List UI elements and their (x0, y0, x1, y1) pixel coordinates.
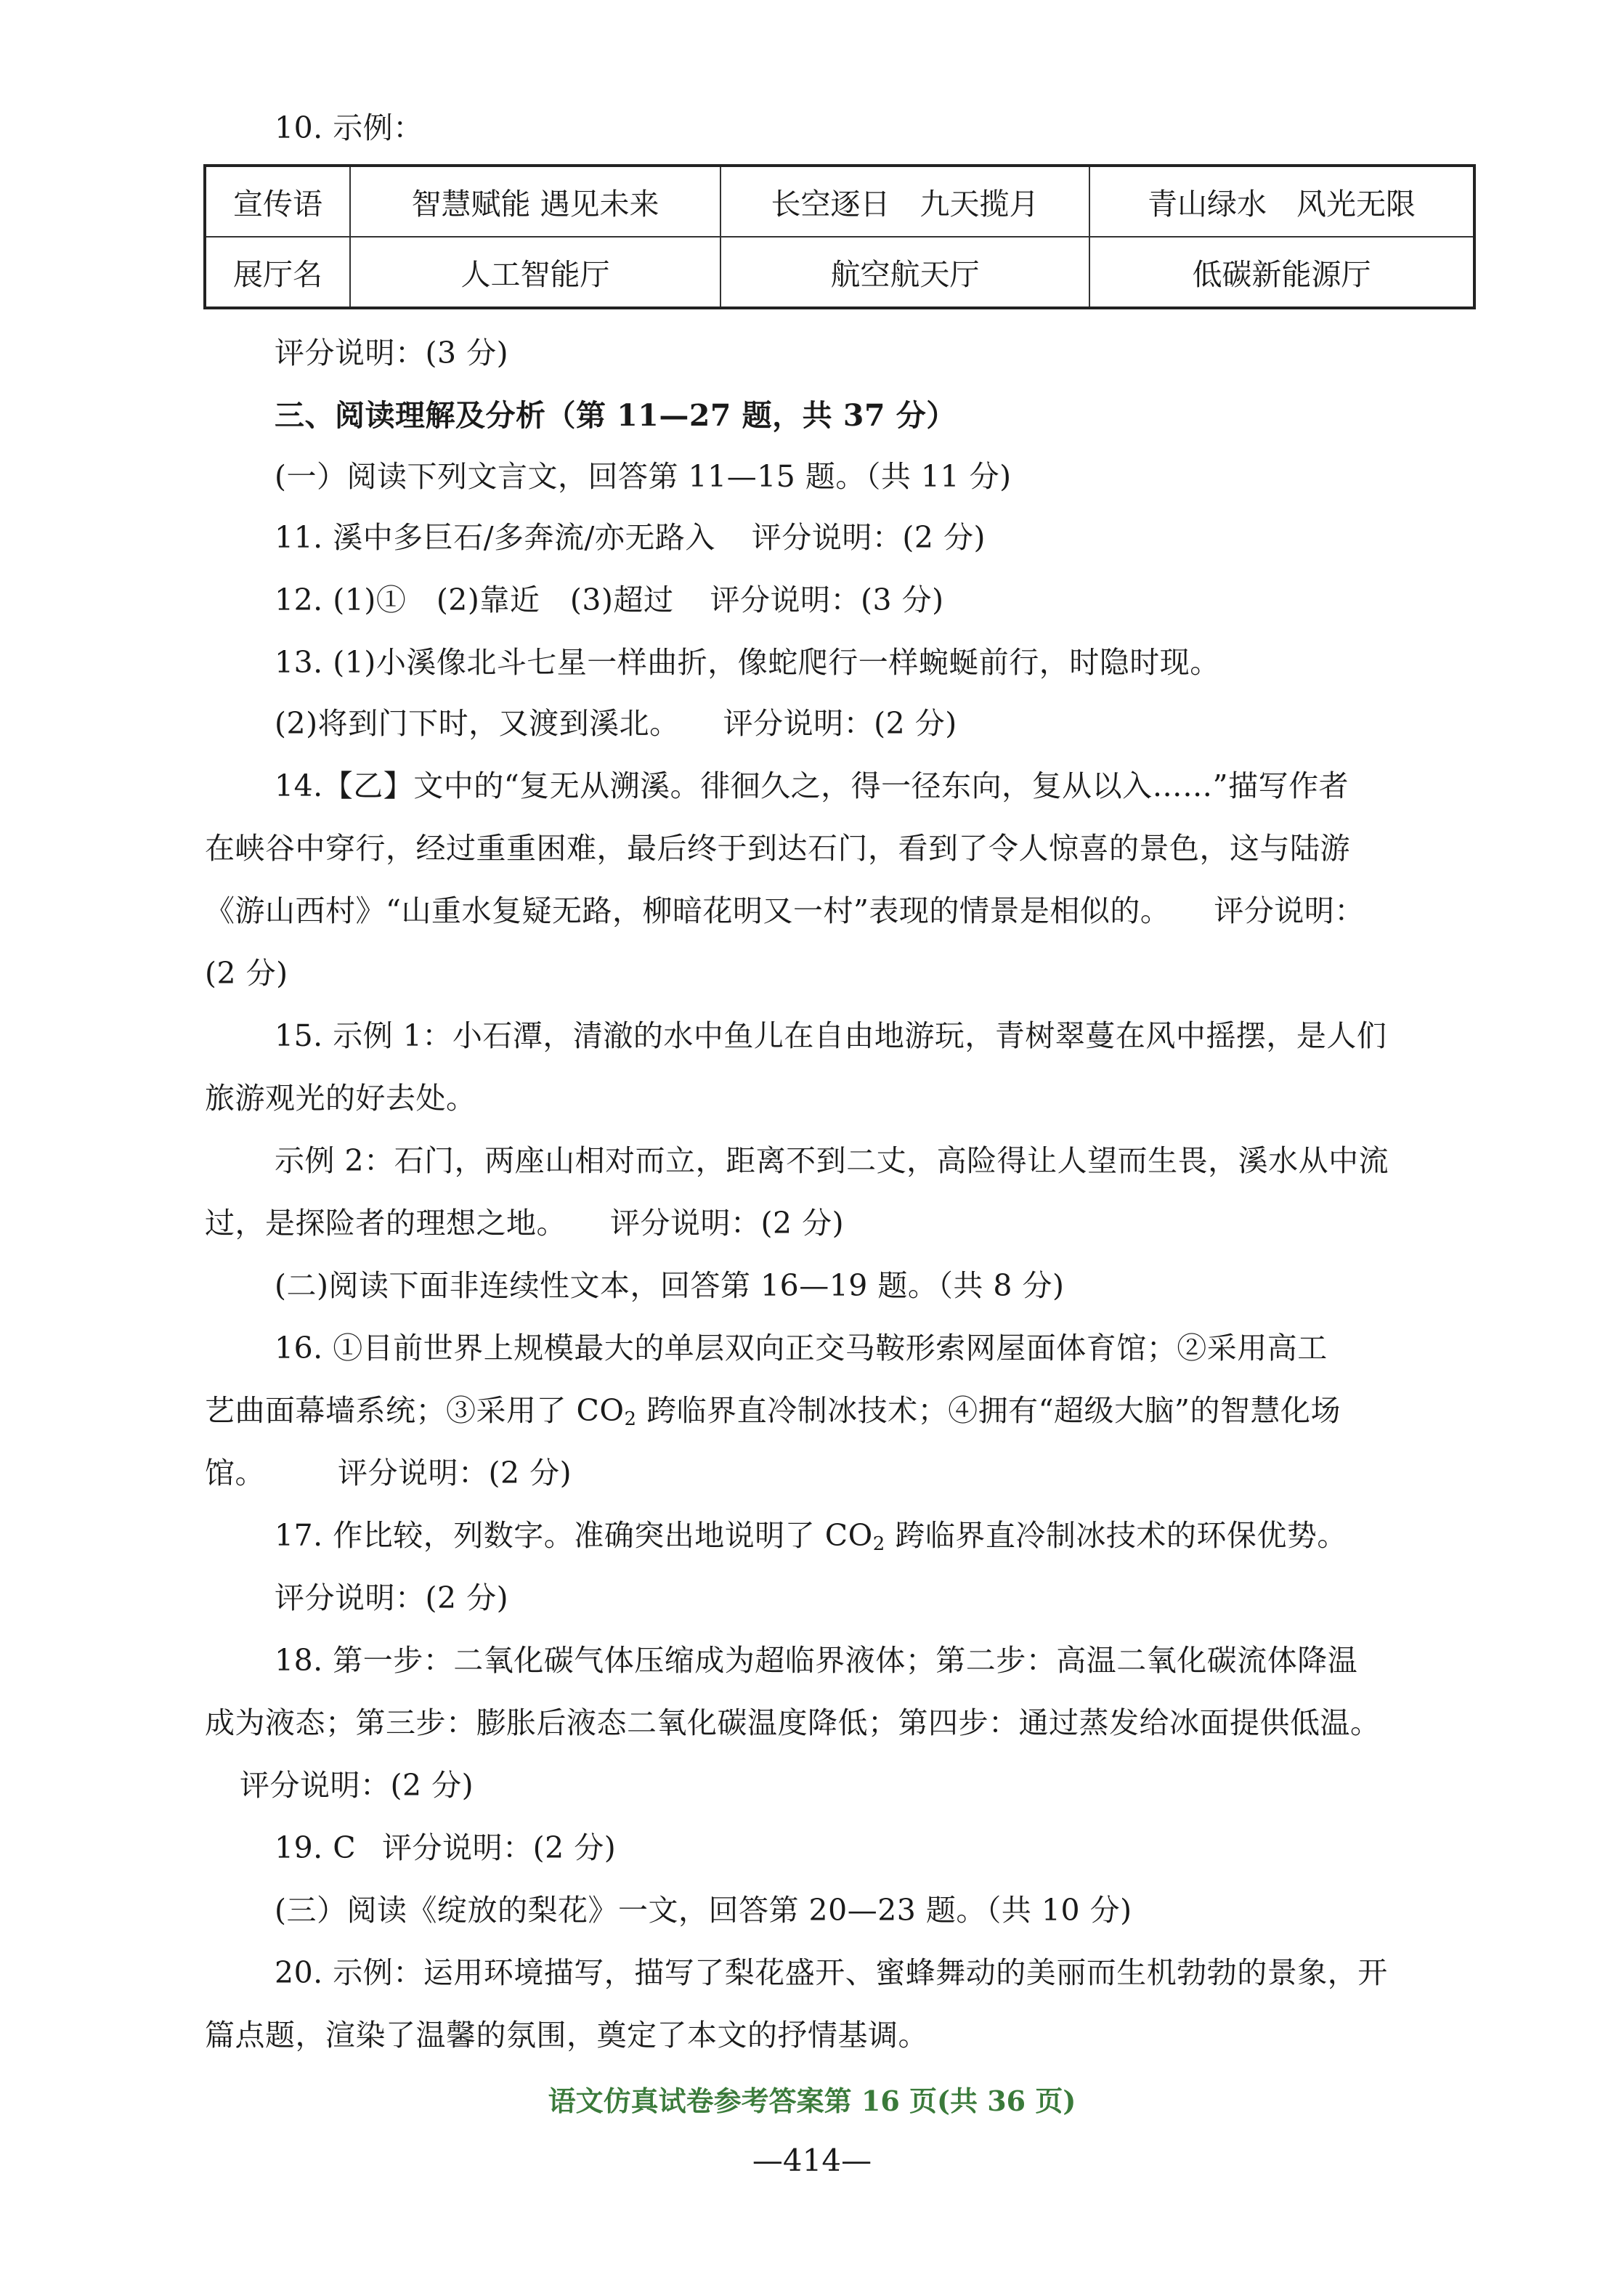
q14-score: (2 分) (205, 956, 288, 991)
answer-text: 11. 溪中多巨石/多奔流/亦无路入 (275, 520, 715, 555)
subscript: 2 (872, 1533, 885, 1555)
score-note: 评分说明：(2 分) (338, 1456, 572, 1490)
answer-text: 过，是探险者的理想之地。 (205, 1206, 567, 1241)
text-segment: 跨临界直冷制冰技术；④拥有“超级大脑”的智慧化场 (636, 1393, 1341, 1428)
score-note: 评分说明：(2 分) (751, 520, 986, 555)
answer-text: 12. (1)① (2)靠近 (3)超过 (275, 583, 674, 617)
q20-line2: 篇点题，渲染了温馨的氛围，奠定了本文的抒情基调。 (205, 2018, 928, 2053)
table-cell: 智慧赋能 遇见未来 (350, 166, 720, 237)
table-cell: 航空航天厅 (720, 237, 1089, 308)
q17-line1 (275, 1517, 1505, 1563)
score-note: 评分说明：(2 分) (382, 1830, 617, 1865)
answer-text: 《游山西村》“山重水复疑无路，柳暗花明又一村”表现的情景是相似的。 (205, 893, 1171, 928)
table-cell: 人工智能厅 (350, 237, 720, 308)
q14-line1: 14.【乙】文中的“复无从溯溪。徘徊久之，得一径东向，复从以入……”描写作者 (275, 768, 1349, 803)
q16-line3 (205, 1454, 1505, 1492)
part-heading: (三）阅读《绽放的梨花》一文，回答第 20—23 题。（共 10 分) (275, 1893, 1132, 1928)
table-cell: 长空逐日 九天揽月 (720, 166, 1089, 237)
q14-line2: 在峡谷中穿行，经过重重困难，最后终于到达石门，看到了令人惊喜的景色，这与陆游 (205, 831, 1350, 866)
score-note: 评分说明：(2 分) (610, 1206, 845, 1241)
q10-head: 10. 示例： (275, 110, 423, 145)
row-label: 宣传语 (205, 166, 350, 237)
section-heading: 三、阅读理解及分析（第 11—27 题，共 37 分） (275, 398, 957, 433)
table-row (205, 237, 1474, 308)
score-note: 评分说明：(2 分) (723, 706, 957, 741)
q15-line2: 旅游观光的好去处。 (205, 1081, 476, 1116)
score-note: 评分说明：(3 分) (710, 583, 944, 617)
row-label: 展厅名 (205, 237, 350, 308)
q10-table (203, 164, 1476, 309)
table-row (205, 166, 1474, 237)
q13-line2 (275, 705, 1505, 742)
table-cell: 青山绿水 风光无限 (1089, 166, 1474, 237)
score-note: 评分说明： (1214, 893, 1365, 928)
q10-score: 评分说明：(3 分) (275, 336, 509, 370)
subscript: 2 (624, 1408, 637, 1430)
answer-text: 19. C (275, 1830, 357, 1865)
text-segment: 跨临界直冷制冰技术的环保优势。 (885, 1518, 1347, 1553)
q18-line1: 18. 第一步：二氧化碳气体压缩成为超临界液体；第二步：高温二氧化碳流体降温 (275, 1643, 1358, 1678)
q16-line1: 16. ①目前世界上规模最大的单层双向正交马鞍形索网屋面体育馆；②采用高工 (275, 1331, 1328, 1365)
q17-score: 评分说明：(2 分) (275, 1580, 509, 1615)
page-footer: 语文仿真试卷参考答案第 16 页(共 36 页) (548, 2085, 1076, 2117)
q15-line4 (205, 1204, 1505, 1242)
q12 (275, 581, 1505, 619)
answer-text: (2)将到门下时，又渡到溪北。 (275, 706, 680, 741)
q18-line2: 成为液态；第三步：膨胀后液态二氧化碳温度降低；第四步：通过蒸发给冰面提供低温。 (205, 1705, 1381, 1740)
text-segment: 17. 作比较，列数字。准确突出地说明了 CO (275, 1518, 873, 1553)
text-segment: 艺曲面幕墙系统；③采用了 CO (205, 1393, 625, 1428)
table-cell: 低碳新能源厅 (1089, 237, 1474, 308)
q19 (275, 1829, 1505, 1867)
q18-score: 评分说明：(2 分) (240, 1768, 474, 1803)
q15-line1: 15. 示例 1：小石潭，清澈的水中鱼儿在自由地游玩，青树翠蔓在风中摇摆，是人们 (275, 1018, 1387, 1053)
q16-line2 (205, 1392, 1505, 1438)
q14-line3 (205, 892, 1505, 930)
answer-text: 馆。 (205, 1456, 265, 1490)
part-heading: (一）阅读下列文言文，回答第 11—15 题。（共 11 分) (275, 459, 1012, 494)
q13-line1: 13. (1)小溪像北斗七星一样曲折，像蛇爬行一样蜿蜒前行，时隐时现。 (275, 645, 1220, 680)
q20-line1: 20. 示例：运用环境描写，描写了梨花盛开、蜜蜂舞动的美丽而生机勃勃的景象，开 (275, 1955, 1388, 1990)
part-heading: (二)阅读下面非连续性文本，回答第 16—19 题。（共 8 分) (275, 1268, 1065, 1303)
q11 (275, 519, 1505, 556)
q15-line3: 示例 2：石门，两座山相对而立，距离不到二丈，高险得让人望而生畏，溪水从中流 (275, 1143, 1389, 1178)
page-number: —414— (752, 2143, 872, 2178)
